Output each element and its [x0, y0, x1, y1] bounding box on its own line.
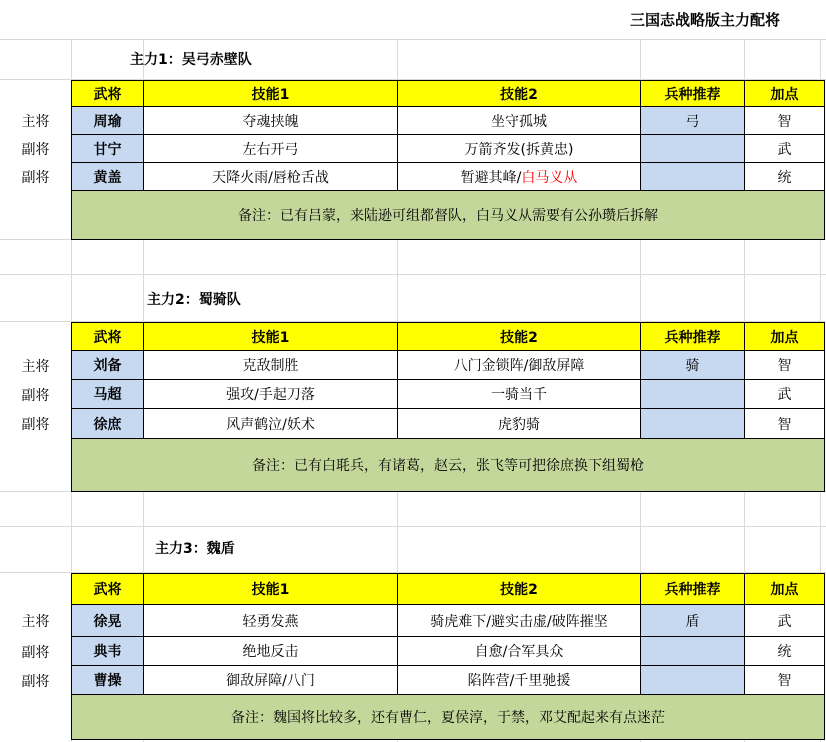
points-cell: 智: [744, 350, 825, 380]
header-points: 加点: [744, 322, 825, 351]
header-skill1: 技能1: [143, 322, 398, 351]
role-label: 副将: [21, 673, 50, 690]
header-points: 加点: [744, 573, 825, 605]
skill2-text: 暂避其峰/: [460, 169, 522, 186]
role-label: 主将: [21, 358, 50, 375]
header-skill1: 技能1: [143, 573, 398, 605]
troop-cell: [640, 636, 745, 666]
header-skill1: 技能1: [143, 80, 398, 107]
general-name: 刘备: [71, 350, 144, 380]
skill1-cell: 风声鹤泣/妖术: [143, 408, 398, 439]
general-name: 徐晃: [71, 604, 144, 637]
header-skill2: 技能2: [397, 322, 641, 351]
header-skill2: 技能2: [397, 80, 641, 107]
troop-cell: [640, 408, 745, 439]
troop-cell: [640, 134, 745, 163]
skill2-cell: 一骑当千: [397, 379, 641, 409]
troop-cell: [640, 162, 745, 191]
role-label: 副将: [21, 644, 50, 661]
general-name: 典韦: [71, 636, 144, 666]
skill1-cell: 轻勇发燕: [143, 604, 398, 637]
header-general: 武将: [71, 573, 144, 605]
troop-cell: 盾: [640, 604, 745, 637]
points-cell: 武: [744, 134, 825, 163]
general-name: 马超: [71, 379, 144, 409]
header-troop: 兵种推荐: [640, 322, 745, 351]
role-label: 副将: [21, 142, 50, 158]
skill2-cell: 陷阵营/千里驰援: [397, 665, 641, 695]
skill1-cell: 强攻/手起刀落: [143, 379, 398, 409]
points-cell: 统: [744, 636, 825, 666]
points-cell: 智: [744, 106, 825, 135]
skill2-cell: 坐守孤城: [397, 106, 641, 135]
team-2-title: 主力2：蜀骑队: [147, 292, 241, 308]
skill2-cell: 八门金锁阵/御敌屏障: [397, 350, 641, 380]
troop-cell: [640, 379, 745, 409]
points-cell: 统: [744, 162, 825, 191]
skill1-cell: 天降火雨/唇枪舌战: [143, 162, 398, 191]
troop-cell: 骑: [640, 350, 745, 380]
skill2-cell: 虎豹骑: [397, 408, 641, 439]
team-note: 备注：已有白毦兵，有诸葛，赵云，张飞等可把徐庶换下组蜀枪: [71, 438, 825, 492]
skill2-cell: 自愈/合军具众: [397, 636, 641, 666]
skill1-cell: 夺魂挟魄: [143, 106, 398, 135]
points-cell: 武: [744, 379, 825, 409]
skill1-cell: 御敌屏障/八门: [143, 665, 398, 695]
skill2-highlight: 白马义从: [521, 169, 578, 186]
skill2-cell: 万箭齐发(拆黄忠): [397, 134, 641, 163]
general-name: 周瑜: [71, 106, 144, 135]
skill1-cell: 绝地反击: [143, 636, 398, 666]
team-1-title: 主力1：吴弓赤壁队: [130, 52, 252, 68]
role-label: 副将: [21, 170, 50, 186]
points-cell: 武: [744, 604, 825, 637]
role-label: 主将: [21, 114, 50, 130]
general-name: 徐庶: [71, 408, 144, 439]
troop-cell: [640, 665, 745, 695]
skill1-cell: 克敌制胜: [143, 350, 398, 380]
general-name: 甘宁: [71, 134, 144, 163]
general-name: 曹操: [71, 665, 144, 695]
troop-cell: 弓: [640, 106, 745, 135]
role-label: 副将: [21, 387, 50, 404]
header-troop: 兵种推荐: [640, 80, 745, 107]
points-cell: 智: [744, 665, 825, 695]
skill2-cell: 骑虎难下/避实击虚/破阵摧坚: [397, 604, 641, 637]
points-cell: 智: [744, 408, 825, 439]
general-name: 黄盖: [71, 162, 144, 191]
header-troop: 兵种推荐: [640, 573, 745, 605]
header-general: 武将: [71, 322, 144, 351]
role-label: 副将: [21, 417, 50, 433]
role-label: 主将: [21, 614, 50, 630]
page-title: 三国志战略版主力配将: [629, 11, 780, 29]
team-3-title: 主力3：魏盾: [155, 541, 235, 557]
team-note: 备注：已有吕蒙，来陆逊可组都督队，白马义从需要有公孙瓒后拆解: [71, 190, 825, 240]
skill1-cell: 左右开弓: [143, 134, 398, 163]
team-note: 备注：魏国将比较多，还有曹仁，夏侯淳，于禁，邓艾配起来有点迷茫: [71, 694, 825, 740]
skill2-cell: [397, 162, 641, 191]
header-skill2: 技能2: [397, 573, 641, 605]
header-general: 武将: [71, 80, 144, 107]
header-points: 加点: [744, 80, 825, 107]
